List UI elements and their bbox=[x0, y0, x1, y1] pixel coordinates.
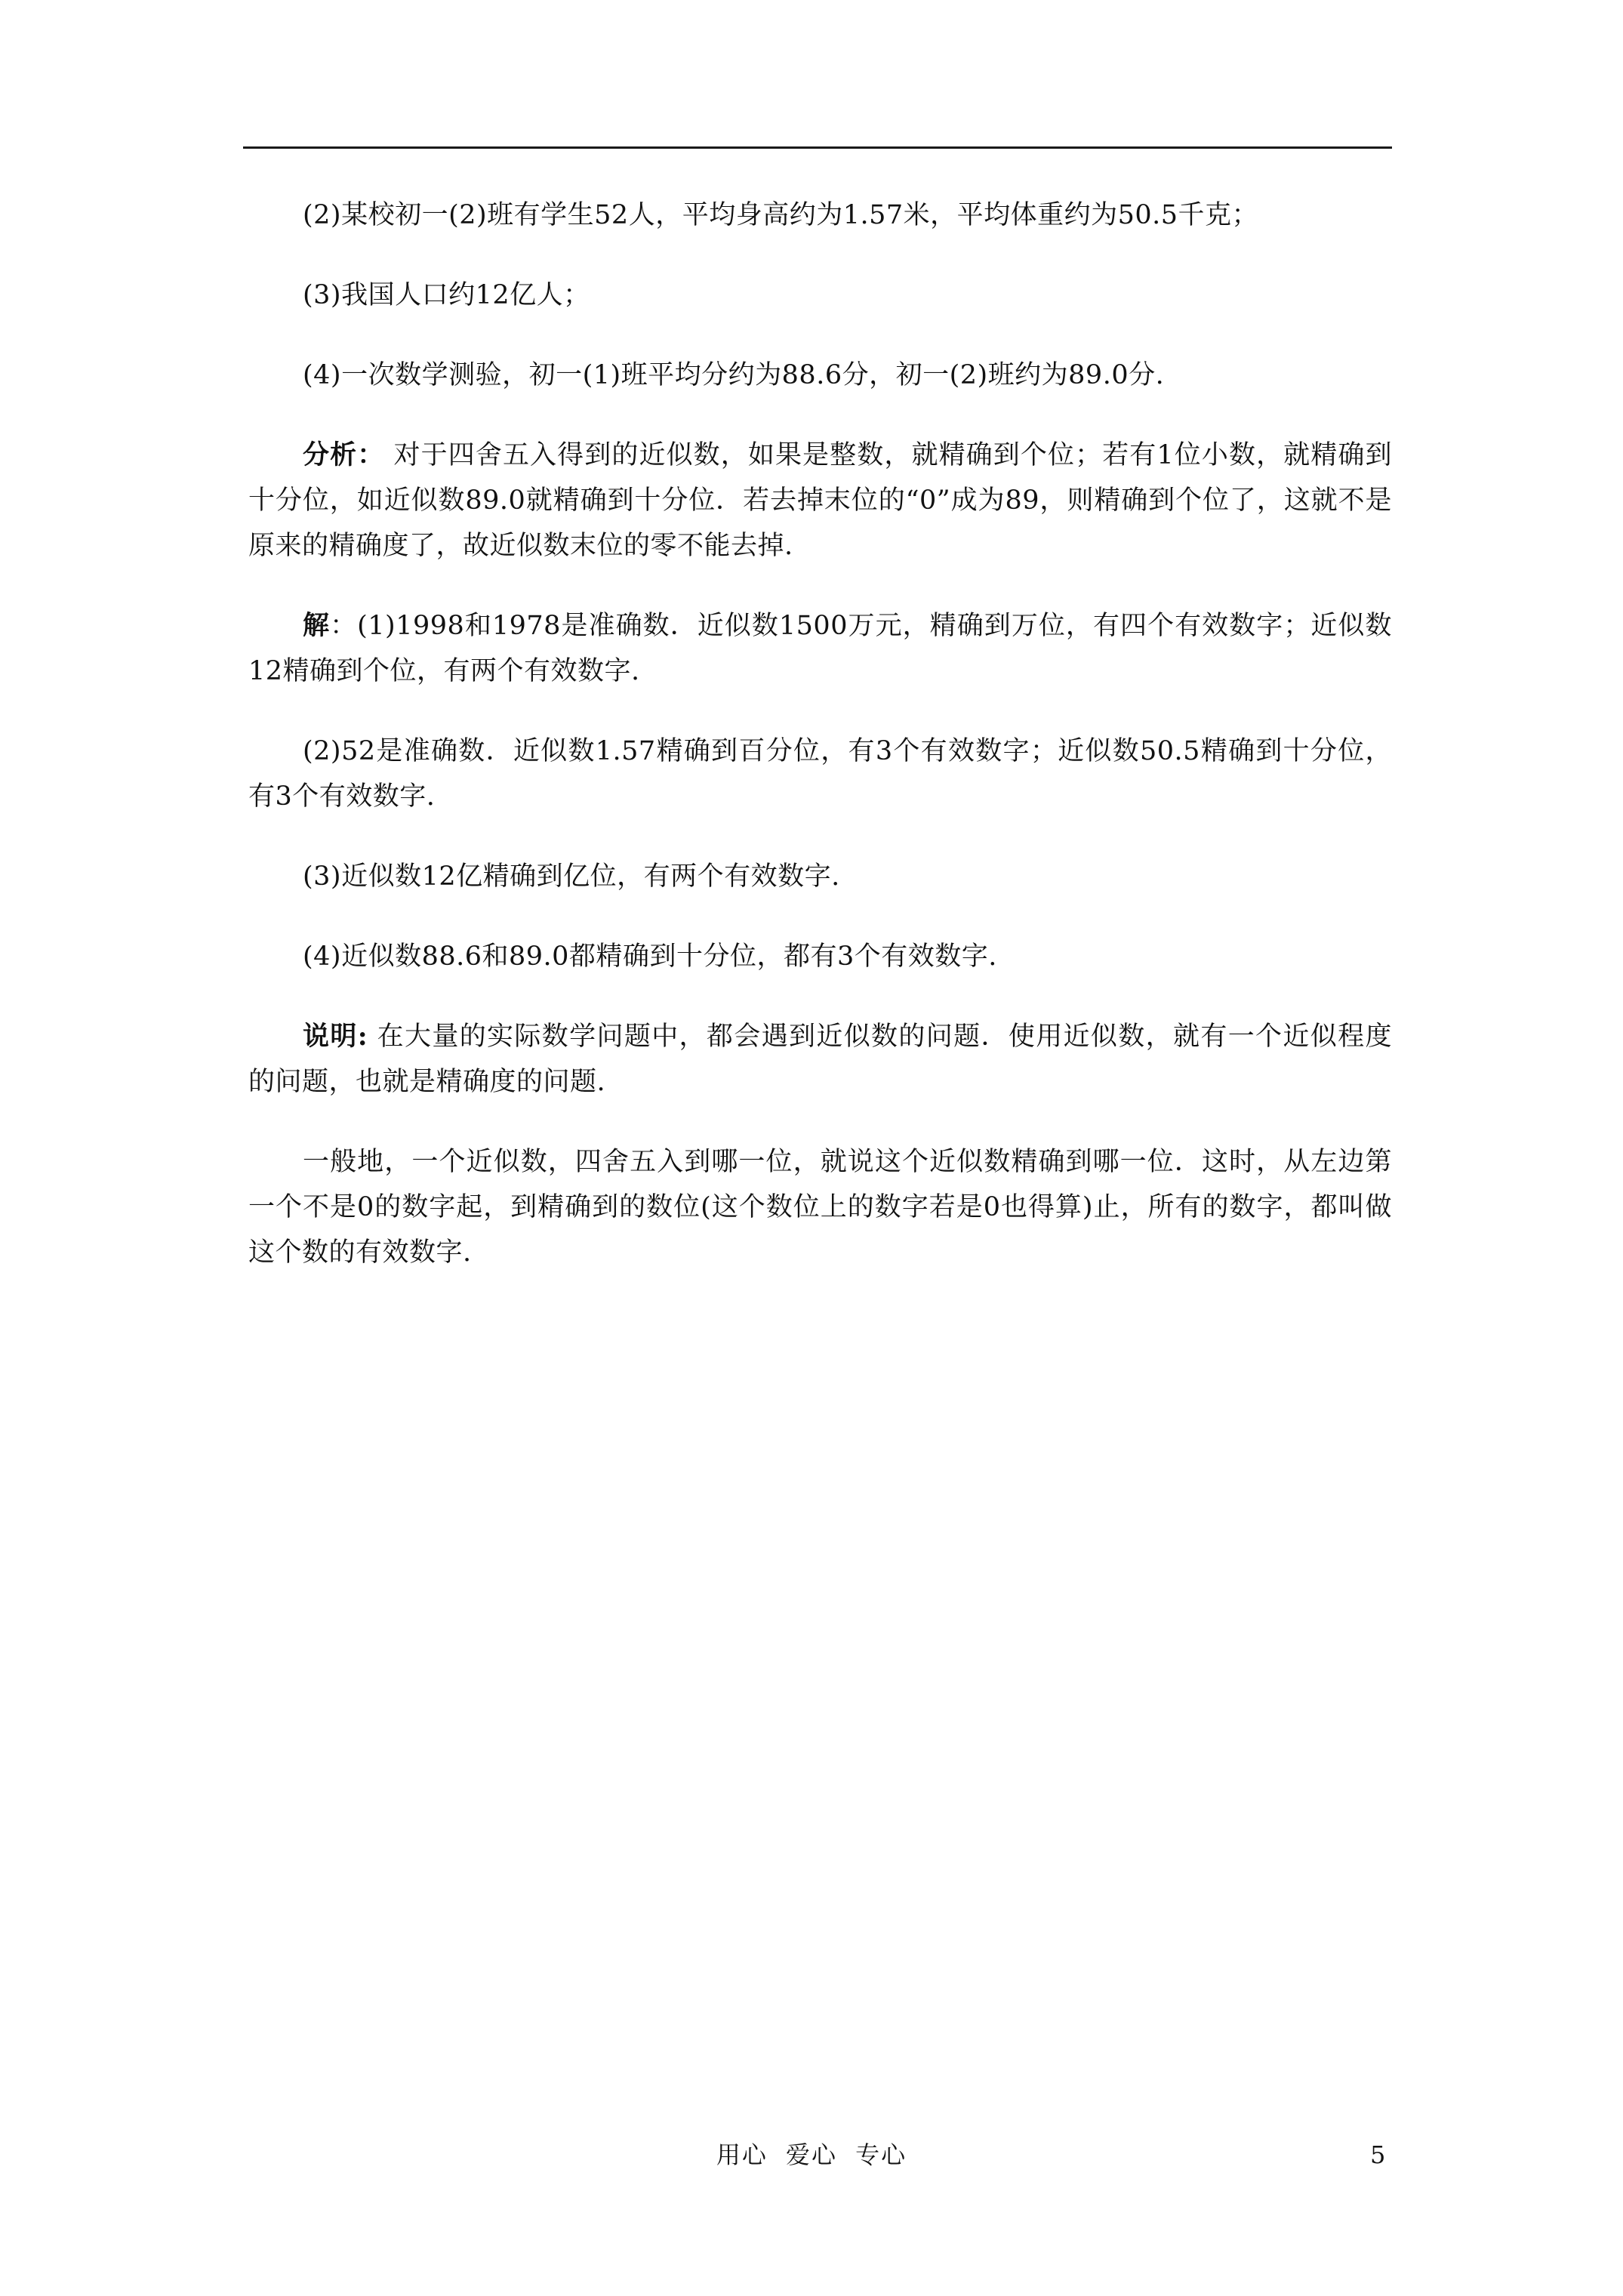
solution-item-3-text: (3)近似数12亿精确到亿位，有两个有效数字. bbox=[303, 861, 840, 892]
definition-text: 一般地，一个近似数，四舍五入到哪一位，就说这个近似数精确到哪一位．这时，从左边第一个不是0的数字起，到精确到的数位(这个数位上的数字若是0也得算)止，所有的数字，都叫做这个数的有效数字. bbox=[248, 1147, 1392, 1268]
solution-item-4-text: (4)近似数88.6和89.0都精确到十分位，都有3个有效数字. bbox=[303, 942, 997, 972]
solution-item-2 bbox=[248, 729, 1392, 819]
solution-item-2-text: (2)52是准确数．近似数1.57精确到百分位，有3个有效数字；近似数50.5精确到十分位，有3个有效数字. bbox=[248, 736, 1392, 812]
header-divider bbox=[243, 146, 1392, 149]
explanation-label: 说明: bbox=[303, 1021, 368, 1052]
solution-item-4 bbox=[248, 934, 1392, 979]
paragraph-1 bbox=[248, 193, 1392, 238]
paragraph-3 bbox=[248, 353, 1392, 398]
analysis-text: 对于四舍五入得到的近似数，如果是整数，就精确到个位；若有1位小数，就精确到十分位，如近似数89.0就精确到十分位．若去掉末位的“0”成为89，则精确到个位了，这就不是原来的精确度了，故近似数末位的零不能去掉. bbox=[248, 440, 1392, 561]
page-number: 5 bbox=[1370, 2140, 1386, 2169]
footer-motto: 用心 爱心 专心 bbox=[716, 2140, 907, 2169]
paragraph-3-text: (4)一次数学测验，初一(1)班平均分约为88.6分，初一(2)班约为89.0分. bbox=[303, 360, 1165, 390]
solution-text: ：(1)1998和1978是准确数．近似数1500万元，精确到万位，有四个有效数字；近似数12精确到个位，有两个有效数字. bbox=[248, 611, 1392, 686]
page-body bbox=[248, 193, 1392, 1310]
analysis-label: 分析： bbox=[303, 439, 385, 470]
explanation-paragraph bbox=[248, 1014, 1392, 1105]
definition-paragraph bbox=[248, 1139, 1392, 1275]
paragraph-2 bbox=[248, 273, 1392, 318]
solution-item-3 bbox=[248, 854, 1392, 899]
paragraph-1-text: (2)某校初一(2)班有学生52人，平均身高约为1.57米，平均体重约为50.5千克； bbox=[303, 200, 1259, 230]
explanation-text: 在大量的实际数学问题中，都会遇到近似数的问题．使用近似数，就有一个近似程度的问题，也就是精确度的问题. bbox=[248, 1022, 1392, 1097]
analysis-paragraph bbox=[248, 433, 1392, 569]
solution-paragraph bbox=[248, 603, 1392, 694]
paragraph-2-text: (3)我国人口约12亿人； bbox=[303, 280, 590, 310]
solution-label: 解 bbox=[303, 610, 331, 641]
